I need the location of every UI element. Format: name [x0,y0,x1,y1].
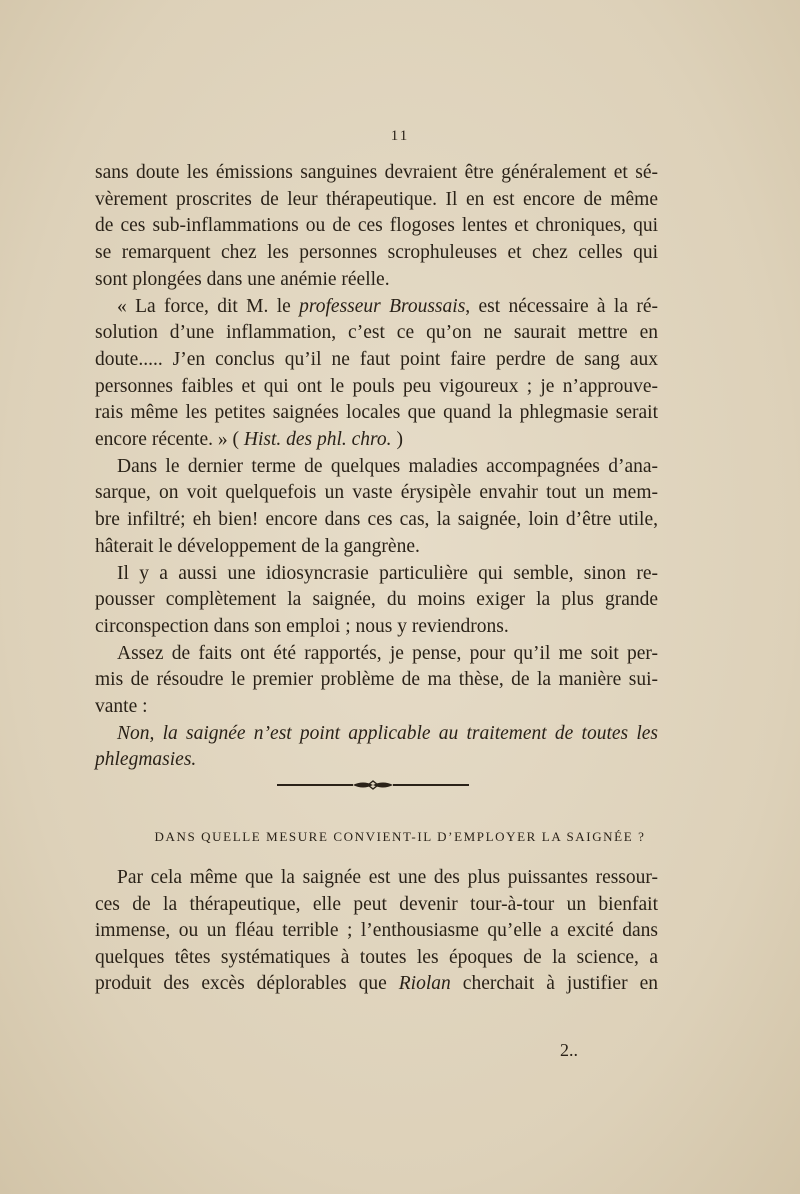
text-line: sans doute les émissions sanguines devraient être généralement et sé- [95,162,658,183]
quote-rest: , est nécessaire à la ré- [465,295,658,317]
text-line: hâterait le développement de la gangrène. [95,535,420,557]
text-line: sont plongées dans une anémie réelle. [95,268,390,290]
text-line: Dans le dernier terme de quelques maladies accompagnées d’ana- [117,455,658,477]
text-line: doute..... J’en conclus qu’il ne faut point faire perdre de sang aux [95,348,658,370]
text-line: se remarquent chez les personnes scrophuleuses et chez celles qui [95,242,658,264]
text-line: mis de résoudre le premier problème de ma thèse, de la manière sui- [95,669,658,691]
text-fragment: cherchait à justifier en [450,973,658,994]
body-text-bottom [95,865,658,998]
citation-end: ) [391,429,403,451]
text-line: circonspection dans son emploi ; nous y reviendrons. [95,615,509,637]
text-line: Il y a aussi une idiosyncrasie particulière qui semble, sinon re- [117,562,658,584]
text-line: sarque, on voit quelquefois un vaste érysipèle envahir tout un mem- [95,482,658,504]
citation-title: Hist. des phl. chro. [243,429,392,451]
text-line: quelques têtes systématiques à toutes les époques de la science, a [95,946,658,968]
section-heading: DANS QUELLE MESURE CONVIENT-IL D’EMPLOYER LA SAIGNÉE ? [154,829,646,844]
text-line: vante : [95,696,148,718]
text-fragment: produit des excès déplorables que [95,973,399,994]
text-line: de ces sub-inflammations ou de ces flogoses lentes et chroniques, qui [95,215,658,237]
conclusion-line: Non, la saignée n’est point applicable au traitement de toutes les [117,722,658,744]
text-line: personnes faibles et qui ont le pouls peu vigoureux ; je n’approuve- [95,375,658,397]
citation-line [95,427,658,454]
text-line [95,971,658,998]
author-name: Riolan [398,973,451,994]
page-number: 11 [390,128,410,144]
quote-line [95,294,658,321]
text-line: rais même les petites saignées locales que quand la phlegmasie serait [95,402,658,424]
text-line: immense, ou un fléau terrible ; l’enthousiasme qu’elle a excité dans [95,920,658,941]
signature-mark: 2.. [560,1040,578,1060]
body-text-top [95,160,658,774]
ornament-divider [275,778,471,792]
conclusion-line: phlegmasies. [95,749,197,771]
text-line: vèrement proscrites de leur thérapeutique. Il en est encore de même [95,188,658,210]
citation-start: encore récente. » ( [95,429,244,451]
quote-author: professeur Broussais [299,295,466,317]
text-line: Par cela même que la saignée est une des plus puissantes ressour- [117,867,658,888]
text-line: Assez de faits ont été rapportés, je pense, pour qu’il me soit per- [117,642,658,664]
text-line: pousser complètement la saignée, du moins exiger la plus grande [95,589,658,611]
text-line: bre infiltré; eh bien! encore dans ces cas, la saignée, loin d’être utile, [95,509,658,531]
text-line: solution d’une inflammation, c’est ce qu’on ne saurait mettre en [95,322,658,344]
quote-start: « La force, dit M. le [117,295,300,317]
text-line: ces de la thérapeutique, elle peut devenir tour-à-tour un bienfait [95,893,658,915]
